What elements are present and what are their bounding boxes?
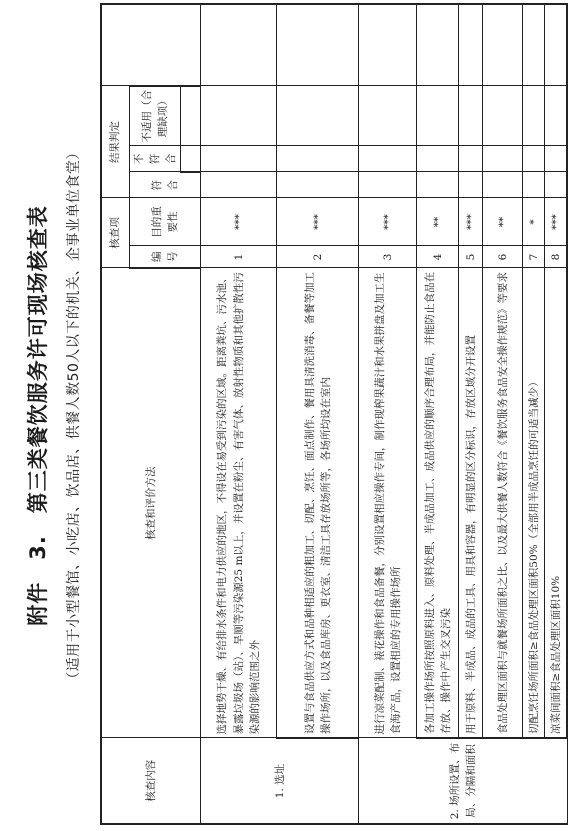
nonconform-cell [277, 146, 359, 172]
header-importance: 目的重要性 [129, 198, 201, 246]
method-cell: 各加工操作场所按照原料进入、原料处理、半成品加工、成品供应的顺序合理布局，并能防止食品在存放、操作中产生交叉污染 [417, 268, 459, 738]
blank-cell [359, 4, 417, 86]
na-cell [483, 86, 523, 146]
na-cell [277, 86, 359, 146]
method-cell: 切配烹饪场所面积≥食品处理区面积50%（全部用半成品烹饪的可适当减少） [523, 268, 545, 738]
importance-cell: *** [277, 198, 359, 246]
table-row [523, 4, 545, 824]
method-cell: 选择地势干燥、有给排水条件和电力供应的地区，不得设在易受到污染的区域。距离粪坑、污水池、暴露垃圾场（站）、旱厕等污染源25 m以上，并设置在粉尘、有害气体、放射性物质和其他扩散性污染源的影响范围之外 [201, 268, 277, 738]
group-label: 1. 选址 [201, 738, 359, 824]
blank-cell [545, 4, 567, 86]
number-cell: 6 [483, 246, 523, 268]
header-result: 结果判定 [101, 86, 129, 198]
importance-cell: ** [417, 198, 459, 246]
header-blank [101, 4, 201, 86]
importance-cell: *** [359, 198, 417, 246]
table-row [417, 4, 459, 824]
number-cell: 3 [359, 246, 417, 268]
conform-cell [417, 172, 459, 198]
document-title: 附件 3. 第三类餐饮服务许可现场核查表 [26, 205, 50, 626]
header-not-applicable: 不适用（合理缺项） [129, 86, 181, 146]
number-cell: 7 [523, 246, 545, 268]
number-cell: 5 [459, 246, 483, 268]
header-spacer [181, 146, 201, 172]
conform-cell [201, 172, 277, 198]
conform-cell [459, 172, 483, 198]
method-cell: 食品处理区面积与就餐场所面积之比、以及最大供餐人数符合《餐饮服务食品安全操作规范》等要求 [483, 268, 523, 738]
inspection-table [100, 3, 568, 825]
blank-cell [523, 4, 545, 86]
method-cell: 设置与食品供应方式和品种相适应的粗加工、切配、烹饪、面点制作、餐用具清洗消毒、备餐等加工操作场所，以及食品库房、更衣室、清洁工具存放场所等，各场所均设在室内 [277, 268, 359, 738]
nonconform-cell [483, 146, 523, 172]
nonconform-cell [545, 146, 567, 172]
na-cell [545, 86, 567, 146]
number-cell: 1 [201, 246, 277, 268]
method-cell: 用于原料、半成品、成品的工具、用具和容器，有明显的区分标识，存放区域分开设置 [459, 268, 483, 738]
header-content: 核查内容 [101, 738, 201, 824]
importance-cell: * [523, 198, 545, 246]
table-row [277, 4, 359, 824]
header-spacer [181, 86, 201, 146]
conform-cell [359, 172, 417, 198]
header-nonconform: 不符合 [129, 146, 181, 172]
number-cell: 4 [417, 246, 459, 268]
na-cell [201, 86, 277, 146]
table-row [201, 4, 277, 824]
na-cell [359, 86, 417, 146]
importance-cell: ** [483, 198, 523, 246]
blank-cell [417, 4, 459, 86]
importance-cell: *** [201, 198, 277, 246]
table-row [459, 4, 483, 824]
nonconform-cell [417, 146, 459, 172]
importance-cell: *** [545, 198, 567, 246]
number-cell: 2 [277, 246, 359, 268]
method-cell: 凉菜间面积≥食品处理区面积10% [545, 268, 567, 738]
na-cell [417, 86, 459, 146]
method-cell: 进行凉菜配制、裱花操作和食品备餐，分别设置相应操作专间，制作现榨果蔬汁和水果拼盘及加工生食海产品，设置相应的专用操作场所 [359, 268, 417, 738]
blank-cell [277, 4, 359, 86]
group-label: 2. 场所设置、布局、分隔和面积 [359, 738, 567, 824]
na-cell [459, 86, 483, 146]
table-row [483, 4, 523, 824]
nonconform-cell [459, 146, 483, 172]
blank-cell [459, 4, 483, 86]
table-row [359, 4, 417, 824]
conform-cell [545, 172, 567, 198]
header-method: 核查和评价方法 [101, 268, 201, 738]
nonconform-cell [523, 146, 545, 172]
number-cell: 8 [545, 246, 567, 268]
blank-cell [201, 4, 277, 86]
header-check-item: 核查项 [101, 198, 129, 268]
header-row [101, 4, 129, 824]
nonconform-cell [359, 146, 417, 172]
na-cell [523, 86, 545, 146]
header-number: 编号 [129, 246, 201, 268]
nonconform-cell [201, 146, 277, 172]
document-subtitle: （适用于小型餐馆、小吃店、饮品店、供餐人数50人以下的机关、企事业单位食堂） [66, 145, 82, 686]
table-row [545, 4, 567, 824]
blank-cell [483, 4, 523, 86]
conform-cell [483, 172, 523, 198]
conform-cell [277, 172, 359, 198]
importance-cell: *** [459, 198, 483, 246]
conform-cell [523, 172, 545, 198]
header-conform: 符合 [129, 172, 201, 198]
